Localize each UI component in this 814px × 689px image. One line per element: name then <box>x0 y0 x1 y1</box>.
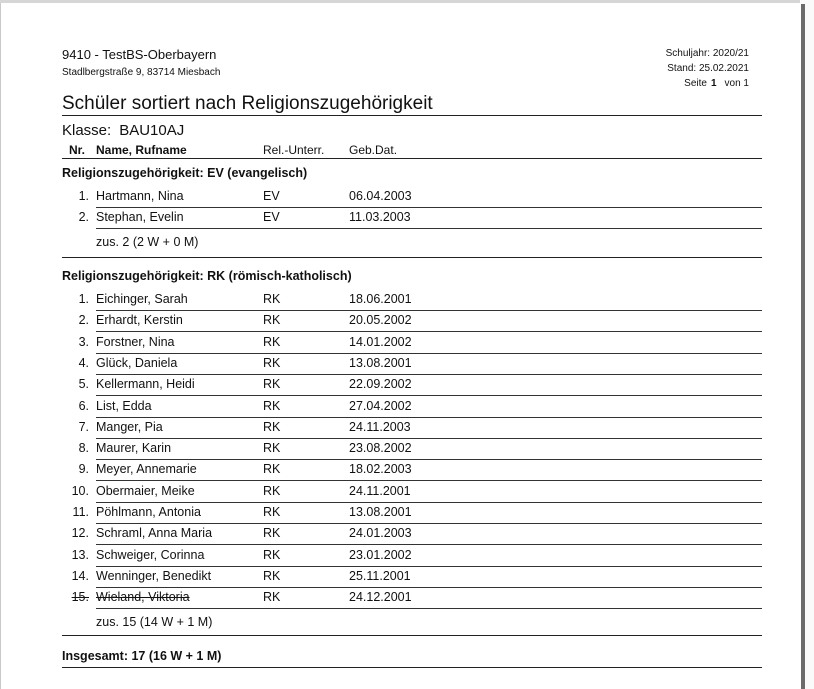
birth-date: 11.03.2003 <box>349 210 411 225</box>
student-name: Glück, Daniela <box>96 355 178 370</box>
row-number: 1. <box>78 189 89 203</box>
student-name: Manger, Pia <box>96 419 163 434</box>
student-name: Meyer, Annemarie <box>96 462 197 477</box>
column-header-nr: Nr. <box>69 143 86 157</box>
student-row <box>62 311 762 332</box>
row-number: 14. <box>71 568 89 583</box>
student-row <box>62 588 762 609</box>
column-header-rel: Rel.-Unterr. <box>263 143 325 157</box>
student-row <box>62 187 762 208</box>
student-name: Erhardt, Kerstin <box>96 313 183 328</box>
row-number: 2. <box>78 313 89 328</box>
class-label: Klasse: <box>62 122 112 139</box>
group-title: Religionszugehörigkeit: EV (evangelisch) <box>62 166 308 180</box>
religion-class: RK <box>263 398 281 413</box>
religion-class: RK <box>263 526 281 541</box>
religion-class: RK <box>263 590 281 605</box>
row-number: 6. <box>78 398 89 413</box>
row-number: 7. <box>78 419 89 434</box>
birth-date: 14.01.2002 <box>349 334 412 349</box>
student-row <box>62 290 762 311</box>
birth-date: 23.08.2002 <box>349 441 412 456</box>
row-rule <box>96 228 762 229</box>
row-number: 2. <box>78 210 89 225</box>
birth-date: 23.01.2002 <box>349 547 412 562</box>
religion-class: RK <box>263 441 281 456</box>
report-meta <box>666 46 749 91</box>
row-number: 9. <box>78 462 89 477</box>
birth-date: 24.12.2001 <box>349 590 412 605</box>
row-number: 8. <box>78 441 89 456</box>
student-row <box>62 546 762 567</box>
student-row <box>62 354 762 375</box>
religion-class: RK <box>263 292 281 306</box>
student-row <box>62 418 762 439</box>
page-label: Seite <box>684 78 707 89</box>
religion-class: RK <box>263 355 281 370</box>
birth-date: 27.04.2002 <box>349 398 412 413</box>
group-summary: zus. 15 (14 W + 1 M) <box>96 615 213 629</box>
student-row <box>62 397 762 418</box>
row-number: 13. <box>71 547 89 562</box>
page-total: von 1 <box>724 78 749 89</box>
religion-class: RK <box>263 547 281 562</box>
religion-class: RK <box>263 462 281 477</box>
student-name: Obermaier, Meike <box>96 483 195 498</box>
student-row <box>62 375 762 396</box>
header-rule <box>62 158 762 159</box>
student-row <box>62 567 762 588</box>
birth-date: 24.11.2003 <box>349 419 411 434</box>
birth-date: 06.04.2003 <box>349 189 412 203</box>
group-summary: zus. 2 (2 W + 0 M) <box>96 235 199 249</box>
birth-date: 24.11.2001 <box>349 483 411 498</box>
birth-date: 22.09.2002 <box>349 377 412 392</box>
student-row <box>62 439 762 460</box>
student-name: Kellermann, Heidi <box>96 377 195 392</box>
student-row <box>62 482 762 503</box>
class-line <box>62 122 184 139</box>
religion-class: EV <box>263 210 280 225</box>
religion-class: RK <box>263 313 281 328</box>
title-rule <box>62 115 762 116</box>
row-number: 15. <box>71 590 89 605</box>
school-address: Stadlbergstraße 9, 83714 Miesbach <box>62 67 221 78</box>
student-row <box>62 333 762 354</box>
religion-class: RK <box>263 419 281 434</box>
row-number: 1. <box>78 292 89 306</box>
student-row <box>62 503 762 524</box>
religion-class: RK <box>263 568 281 583</box>
page-number <box>666 76 749 91</box>
row-number: 5. <box>78 377 89 392</box>
religion-class: EV <box>263 189 280 203</box>
religion-class: RK <box>263 483 281 498</box>
student-name: Schraml, Anna Maria <box>96 526 213 541</box>
student-name: Wenninger, Benedikt <box>96 568 212 583</box>
row-number: 12. <box>71 526 89 541</box>
religion-class: RK <box>263 377 281 392</box>
religion-class: RK <box>263 505 281 519</box>
student-name: Stephan, Evelin <box>96 210 184 225</box>
birth-date: 24.01.2003 <box>349 526 412 541</box>
student-name: Schweiger, Corinna <box>96 547 205 562</box>
student-row <box>62 524 762 545</box>
total-top-rule <box>62 635 762 636</box>
birth-date: 13.08.2001 <box>349 355 412 370</box>
birth-date: 20.05.2002 <box>349 313 412 328</box>
page-current: 1 <box>710 78 717 89</box>
group-title: Religionszugehörigkeit: RK (römisch-katholisch) <box>62 269 352 283</box>
class-value: BAU10AJ <box>119 122 185 139</box>
grand-total: Insgesamt: 17 (16 W + 1 M) <box>62 649 222 663</box>
religion-class: RK <box>263 334 281 349</box>
birth-date: 25.11.2001 <box>349 568 411 583</box>
page-title: Schüler sortiert nach Religionszugehörigkeit <box>62 93 433 114</box>
student-row <box>62 208 762 229</box>
row-rule <box>96 608 762 609</box>
row-number: 11. <box>72 505 89 519</box>
student-name: Forstner, Nina <box>96 334 175 349</box>
total-bottom-rule <box>62 667 762 668</box>
birth-date: 13.08.2001 <box>349 505 412 519</box>
birth-date: 18.06.2001 <box>349 292 412 306</box>
column-header-geb: Geb.Dat. <box>349 143 398 157</box>
birth-date: 18.02.2003 <box>349 462 412 477</box>
group-end-rule <box>62 257 762 258</box>
student-name: List, Edda <box>96 398 152 413</box>
student-row <box>62 460 762 481</box>
student-name: Hartmann, Nina <box>96 189 184 203</box>
school-name: 9410 - TestBS-Oberbayern <box>62 47 217 62</box>
stand-date: Stand: 25.02.2021 <box>667 63 749 74</box>
student-name: Pöhlmann, Antonia <box>96 505 201 519</box>
row-number: 10. <box>71 483 89 498</box>
row-number: 4. <box>78 355 89 370</box>
column-header-name: Name, Rufname <box>96 143 187 157</box>
report-page <box>0 3 801 689</box>
student-name: Wieland, Viktoria <box>96 590 190 605</box>
student-name: Eichinger, Sarah <box>96 292 188 306</box>
schuljahr: Schuljahr: 2020/21 <box>665 48 749 59</box>
student-name: Maurer, Karin <box>96 441 172 456</box>
row-number: 3. <box>78 334 89 349</box>
